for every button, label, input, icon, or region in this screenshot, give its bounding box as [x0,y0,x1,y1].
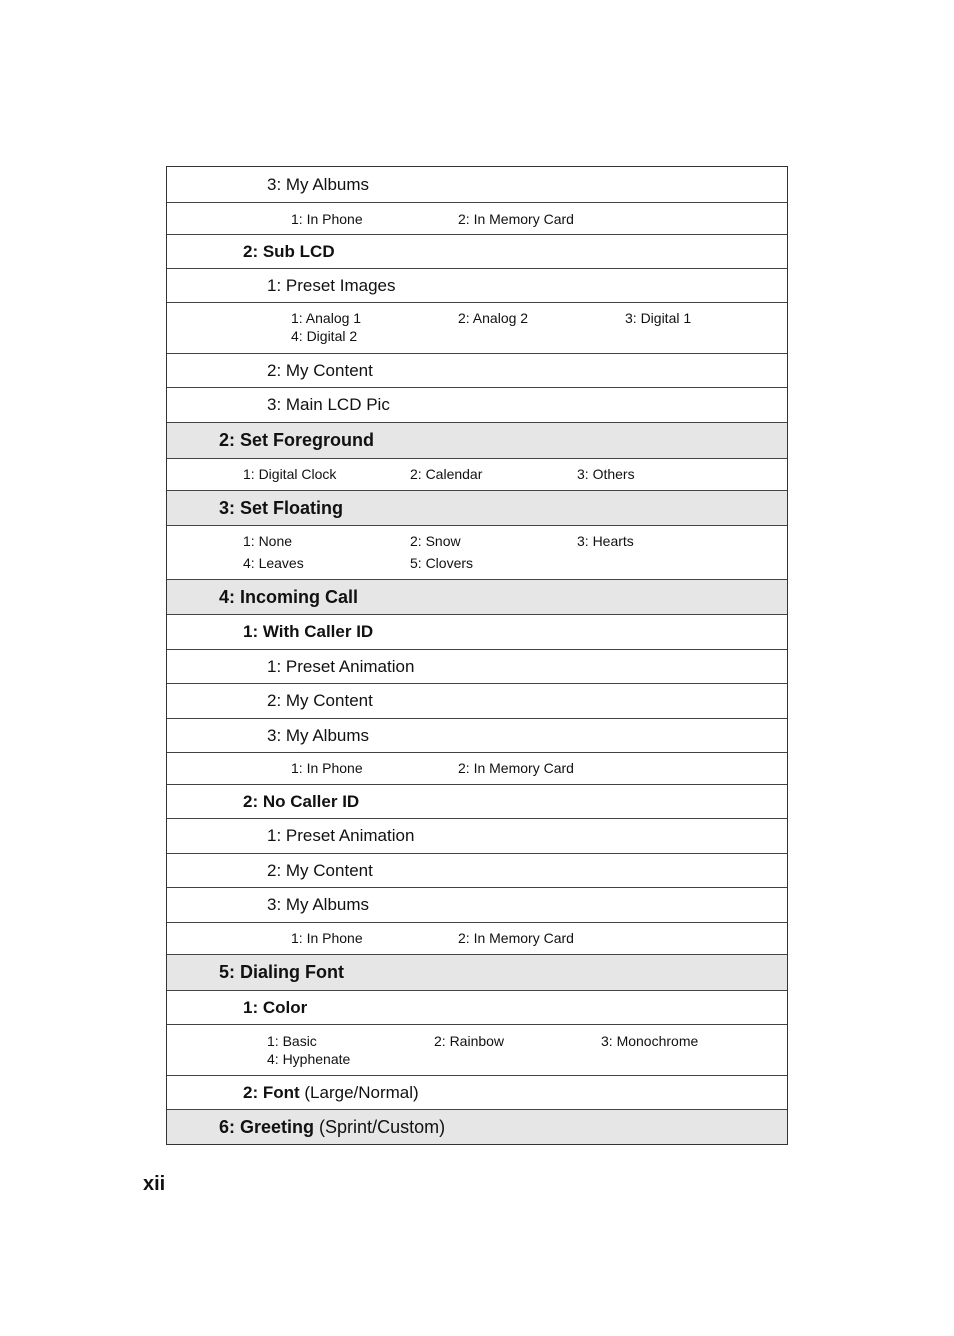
option-item: 4: Hyphenate [267,1051,351,1067]
section-title [219,1118,445,1136]
menu-section-header [167,1109,787,1144]
page-number: xii [143,1173,166,1195]
menu-row [167,990,787,1024]
menu-row [167,234,787,268]
menu-row [167,302,787,353]
menu-item: 3: My Albums [267,895,370,914]
menu-row [167,887,787,922]
option-item: 3: Monochrome [601,1033,699,1049]
menu-row [167,387,787,422]
section-title: 4: Incoming Call [219,587,359,607]
option-item: 5: Clovers [410,555,474,571]
section-title-detail: (Sprint/Custom) [319,1117,446,1137]
option-item: 4: Leaves [243,555,304,571]
menu-item: 2: My Content [267,361,373,380]
menu-item: 1: Preset Animation [267,657,415,676]
option-item: 2: Snow [410,533,461,549]
menu-item: 3: My Albums [267,175,370,194]
option-item: 2: Calendar [410,466,483,482]
menu-row [167,458,787,490]
menu-row [167,353,787,387]
section-title: 3: Set Floating [219,498,344,518]
menu-section-header [167,954,787,990]
menu-item: 1: Preset Images [267,276,396,295]
menu-row [167,167,787,202]
menu-row [167,718,787,752]
option-item: 2: Rainbow [434,1033,505,1049]
section-title-bold: 6: Greeting [219,1117,315,1137]
option-item: 1: In Phone [291,760,363,776]
menu-row [167,784,787,818]
option-item: 3: Hearts [577,533,634,549]
option-item: 1: In Phone [291,211,363,227]
menu-row [167,818,787,853]
menu-row [167,614,787,649]
option-item: 2: In Memory Card [458,211,574,227]
option-item: 1: Digital Clock [243,466,337,482]
menu-row [167,922,787,954]
menu-table [166,166,788,1145]
menu-item: 1: With Caller ID [243,622,374,641]
option-item: 2: In Memory Card [458,930,574,946]
menu-row [167,525,787,579]
menu-section-header [167,422,787,458]
option-item: 2: In Memory Card [458,760,574,776]
option-item: 1: In Phone [291,930,363,946]
menu-row [167,683,787,718]
menu-section-header [167,490,787,525]
menu-item-detail: (Large/Normal) [304,1083,419,1102]
menu-item: 1: Preset Animation [267,826,415,845]
menu-row [167,853,787,887]
option-item: 4: Digital 2 [291,328,358,344]
option-item: 2: Analog 2 [458,310,529,326]
menu-item: 2: No Caller ID [243,792,360,811]
menu-item-bold: 2: Font [243,1083,300,1102]
menu-row [167,1075,787,1109]
menu-item [243,1084,419,1101]
menu-row [167,202,787,234]
option-item: 1: Analog 1 [291,310,362,326]
section-title: 5: Dialing Font [219,962,344,982]
menu-item: 3: My Albums [267,726,370,745]
menu-row [167,752,787,784]
menu-item: 2: Sub LCD [243,242,335,261]
menu-item: 2: My Content [267,861,373,880]
menu-section-header [167,579,787,614]
option-item: 3: Others [577,466,635,482]
menu-item: 1: Color [243,998,308,1017]
option-item: 1: None [243,533,293,549]
option-item: 3: Digital 1 [625,310,692,326]
menu-row [167,1024,787,1075]
menu-row [167,268,787,302]
option-item: 1: Basic [267,1033,317,1049]
menu-item: 2: My Content [267,691,373,710]
menu-item: 3: Main LCD Pic [267,395,390,414]
menu-row [167,649,787,683]
section-title: 2: Set Foreground [219,430,375,450]
